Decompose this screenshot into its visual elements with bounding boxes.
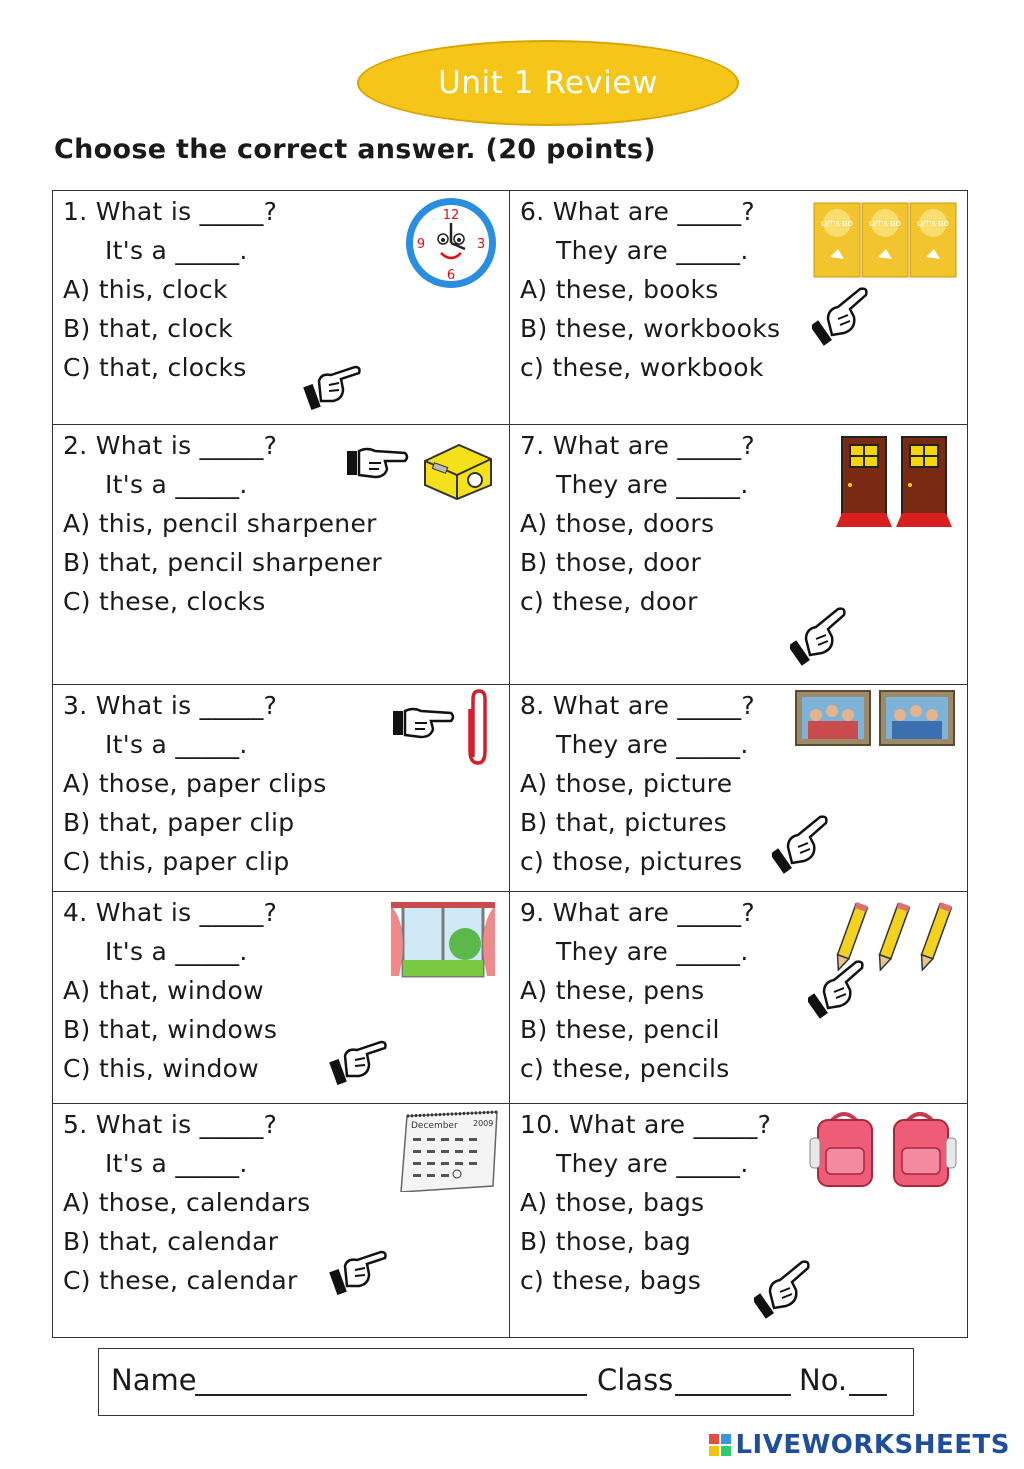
workbook-cover-text: LET'S GO <box>820 220 854 228</box>
doors-icon <box>834 433 956 527</box>
window-icon <box>389 900 497 980</box>
option-b[interactable]: B) these, workbooks <box>520 314 781 343</box>
option-a[interactable]: A) these, books <box>520 275 719 304</box>
pointing-hand-icon <box>754 1258 816 1322</box>
question-text: 4. What is _____? <box>63 898 278 927</box>
answer-line: They are _____. <box>556 1149 749 1178</box>
option-c[interactable]: c) these, workbook <box>520 353 764 382</box>
brand-blocks-icon <box>709 1434 731 1456</box>
question-text: 8. What are _____? <box>520 691 755 720</box>
pointing-hand-icon <box>345 441 411 481</box>
option-b[interactable]: B) these, pencil <box>520 1015 720 1044</box>
title-banner <box>357 40 739 126</box>
bags-icon <box>808 1108 958 1190</box>
number-field[interactable] <box>849 1394 887 1396</box>
pointing-hand-icon <box>808 958 870 1022</box>
question-text: 7. What are _____? <box>520 431 755 460</box>
clock-digit-12: 12 <box>442 208 460 223</box>
calendar-icon <box>393 1108 503 1192</box>
clock-icon <box>403 195 499 291</box>
question-cell-3 <box>53 685 510 892</box>
brand-logo <box>709 1430 1010 1460</box>
pencil-sharpener-icon <box>419 435 495 501</box>
pointing-hand-icon <box>772 813 834 877</box>
question-cell-1 <box>53 191 510 425</box>
option-c[interactable]: C) that, clocks <box>63 353 247 382</box>
name-field[interactable] <box>195 1394 587 1396</box>
workbook-cover-text: LET'S GO <box>868 220 902 228</box>
pointing-hand-icon <box>812 285 874 349</box>
question-text: 5. What is _____? <box>63 1110 278 1139</box>
option-c[interactable]: c) those, pictures <box>520 847 743 876</box>
workbook-cover-text: LET'S GO <box>916 220 950 228</box>
option-a[interactable]: A) those, paper clips <box>63 769 327 798</box>
option-b[interactable]: B) that, calendar <box>63 1227 279 1256</box>
pointing-hand-icon <box>329 1244 391 1298</box>
question-grid <box>52 190 968 1338</box>
number-label: No. <box>799 1363 848 1397</box>
question-text: 1. What is _____? <box>63 197 278 226</box>
option-c[interactable]: c) these, pencils <box>520 1054 730 1083</box>
question-text: 10. What are _____? <box>520 1110 772 1139</box>
answer-line: They are _____. <box>556 937 749 966</box>
question-text: 6. What are _____? <box>520 197 755 226</box>
class-field[interactable] <box>675 1394 791 1396</box>
option-a[interactable]: A) those, doors <box>520 509 715 538</box>
question-cell-4 <box>53 892 510 1104</box>
clock-digit-9: 9 <box>416 237 426 252</box>
pointing-hand-icon <box>389 701 459 741</box>
question-text: 9. What are _____? <box>520 898 755 927</box>
question-cell-9 <box>510 892 967 1104</box>
name-label: Name <box>111 1363 197 1397</box>
question-cell-10 <box>510 1104 967 1337</box>
option-a[interactable]: A) these, pens <box>520 976 705 1005</box>
option-c[interactable]: C) these, clocks <box>63 587 266 616</box>
answer-line: It's a _____. <box>105 937 248 966</box>
paper-clip-icon <box>463 687 493 769</box>
answer-line: It's a _____. <box>105 470 248 499</box>
option-c[interactable]: C) this, paper clip <box>63 847 290 876</box>
option-b[interactable]: B) that, pencil sharpener <box>63 548 382 577</box>
student-info-box <box>98 1348 914 1416</box>
answer-line: It's a _____. <box>105 730 248 759</box>
class-label: Class <box>597 1363 674 1397</box>
option-b[interactable]: B) those, door <box>520 548 702 577</box>
clock-digit-3: 3 <box>476 237 486 252</box>
brand-name: LIVEWORKSHEETS <box>735 1430 1010 1460</box>
pictures-icon <box>794 689 956 747</box>
pointing-hand-icon <box>790 605 852 669</box>
question-cell-5 <box>53 1104 510 1337</box>
workbooks-icon <box>812 201 958 279</box>
question-cell-6 <box>510 191 967 425</box>
answer-line: It's a _____. <box>105 1149 248 1178</box>
calendar-year: 2009 <box>473 1119 494 1128</box>
pointing-hand-icon <box>329 1034 391 1088</box>
answer-line: It's a _____. <box>105 236 248 265</box>
question-cell-8 <box>510 685 967 892</box>
calendar-month: December <box>411 1121 458 1131</box>
option-b[interactable]: B) that, pictures <box>520 808 727 837</box>
answer-line: They are _____. <box>556 236 749 265</box>
option-c[interactable]: C) these, calendar <box>63 1266 298 1295</box>
option-b[interactable]: B) that, paper clip <box>63 808 295 837</box>
pointing-hand-icon <box>303 359 365 413</box>
clock-digit-6: 6 <box>446 268 456 283</box>
option-a[interactable]: A) those, bags <box>520 1188 705 1217</box>
option-c[interactable]: c) these, bags <box>520 1266 702 1295</box>
question-text: 3. What is _____? <box>63 691 278 720</box>
answer-line: They are _____. <box>556 730 749 759</box>
question-text: 2. What is _____? <box>63 431 278 460</box>
answer-line: They are _____. <box>556 470 749 499</box>
instructions: Choose the correct answer. (20 points) <box>54 134 656 165</box>
option-c[interactable]: C) this, window <box>63 1054 260 1083</box>
question-cell-2 <box>53 425 510 685</box>
option-a[interactable]: A) this, clock <box>63 275 228 304</box>
option-b[interactable]: B) those, bag <box>520 1227 692 1256</box>
option-b[interactable]: B) that, clock <box>63 314 233 343</box>
question-cell-7 <box>510 425 967 685</box>
option-c[interactable]: c) these, door <box>520 587 698 616</box>
option-a[interactable]: A) that, window <box>63 976 264 1005</box>
option-a[interactable]: A) this, pencil sharpener <box>63 509 377 538</box>
option-b[interactable]: B) that, windows <box>63 1015 278 1044</box>
option-a[interactable]: A) those, picture <box>520 769 733 798</box>
worksheet-title: Unit 1 Review <box>438 65 658 101</box>
option-a[interactable]: A) those, calendars <box>63 1188 311 1217</box>
